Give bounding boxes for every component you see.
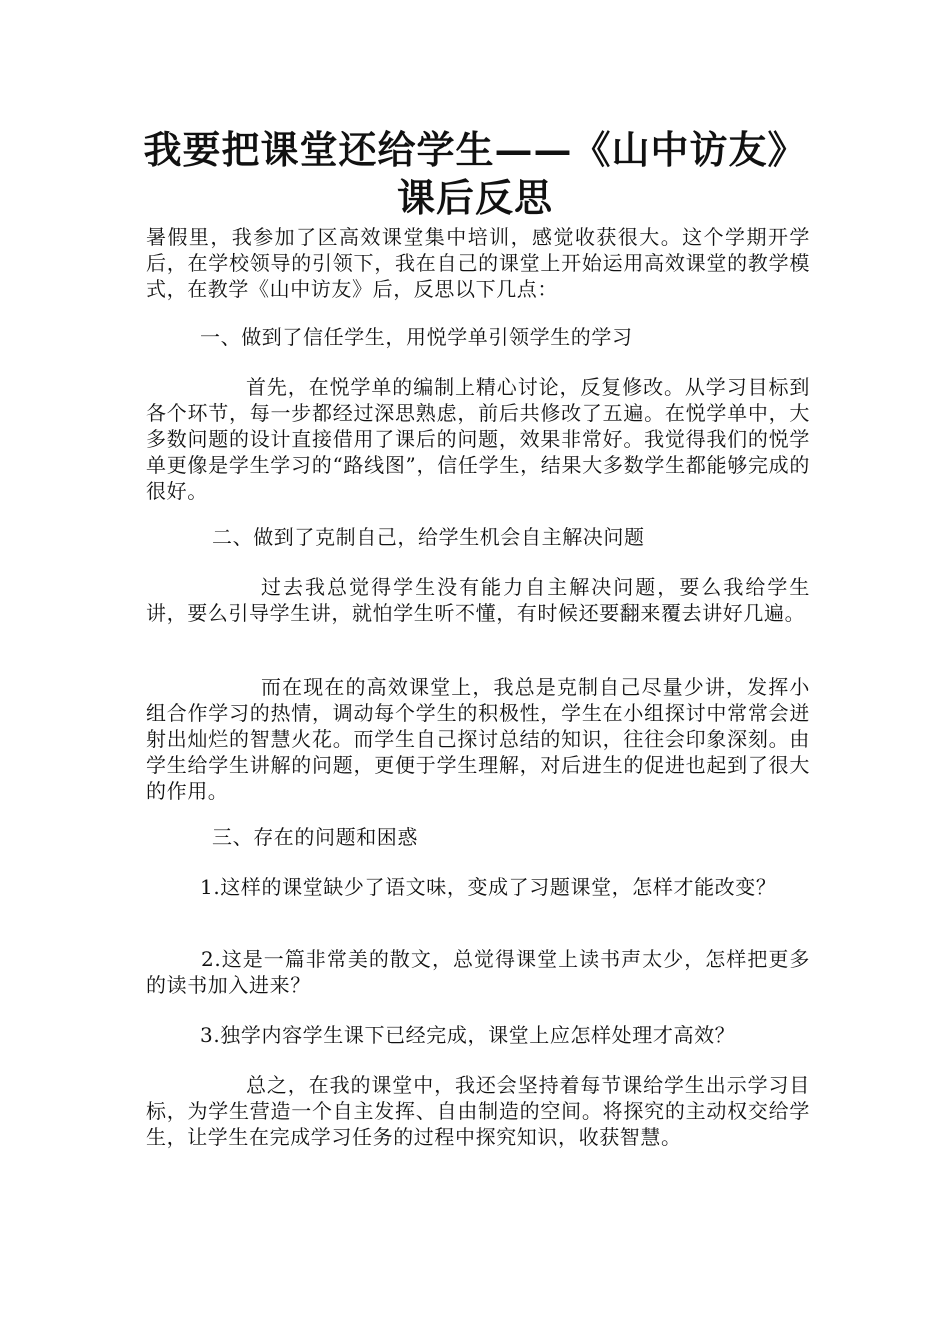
conclusion-paragraph: 总之，在我的课堂中，我还会坚持着每节课给学生出示学习目标，为学生营造一个自主发挥、自由制造的空间。将探究的主动权交给学生，让学生在完成学习任务的过程中探究知识，收获智慧。 (146, 1073, 810, 1149)
section-heading-1: 一、做到了信任学生，用悦学单引领学生的学习 (200, 325, 633, 349)
problem-item-3: 3.独学内容学生课下已经完成，课堂上应怎样处理才高效？ (200, 1023, 736, 1047)
problem-item-1: 1.这样的课堂缺少了语文味，变成了习题课堂，怎样才能改变？ (200, 875, 777, 899)
section-2-paragraph-2: 而在现在的高效课堂上，我总是克制自己尽量少讲，发挥小组合作学习的热情，调动每个学生的积极性，学生在小组探讨中常常会迸射出灿烂的智慧火花。而学生自己探讨总结的知识，往往会印象深刻。由学生给学生讲解的问题，更便于学生理解，对后进生的促进也起到了很大的作用。 (146, 675, 810, 803)
problem-item-2: 2.这是一篇非常美的散文，总觉得课堂上读书声太少，怎样把更多的读书加入进来？ (146, 947, 810, 997)
document-title-line1: 我要把课堂还给学生——《山中访友》 (143, 127, 807, 172)
section-1-paragraph: 首先，在悦学单的编制上精心讨论，反复修改。从学习目标到各个环节，每一步都经过深思熟虑，前后共修改了五遍。在悦学单中，大多数问题的设计直接借用了课后的问题，效果非常好。我觉得我们的悦学单更像是学生学习的“路线图”，信任学生，结果大多数学生都能够完成的很好。 (146, 375, 810, 503)
section-heading-2: 二、做到了克制自己，给学生机会自主解决问题 (212, 525, 645, 549)
intro-paragraph: 暑假里，我参加了区高效课堂集中培训，感觉收获很大。这个学期开学后，在学校领导的引领下，我在自己的课堂上开始运用高效课堂的教学模式，在教学《山中访友》后，反思以下几点： (146, 225, 810, 301)
document-title-line2: 课后反思 (396, 175, 553, 220)
section-2-paragraph-1: 过去我总觉得学生没有能力自主解决问题，要么我给学生讲，要么引导学生讲，就怕学生听不懂，有时候还要翻来覆去讲好几遍。 (146, 575, 810, 625)
section-heading-3: 三、存在的问题和困惑 (212, 825, 418, 849)
